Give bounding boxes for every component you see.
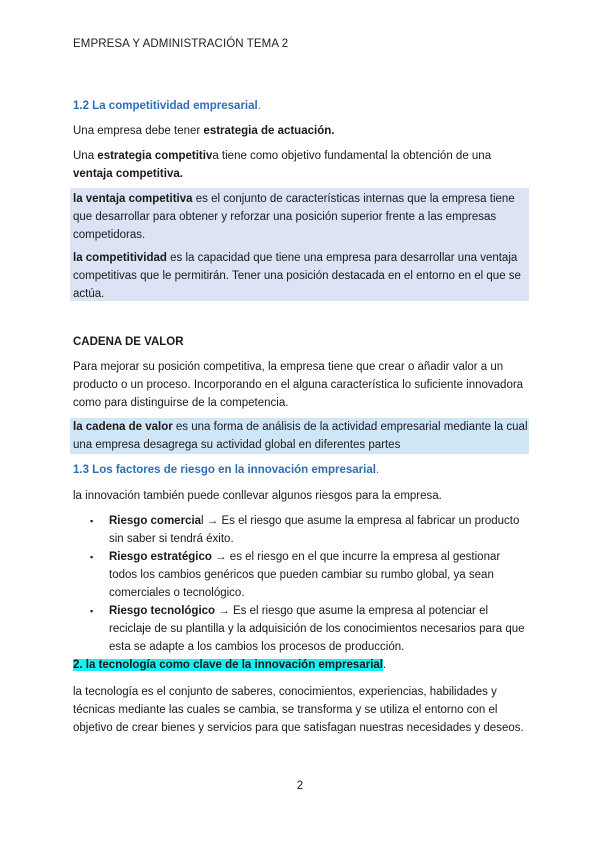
item-text: → es el riesgo en el que incurre la empresa al gestionar todos los cambios genéricos que pueden cambiar su rumbo global, ya sean comerciales o tecnológico. bbox=[109, 551, 501, 599]
heading-dot: . bbox=[257, 100, 261, 112]
section-heading-text: 1.3 Los factores de riesgo en la innovación empresarial bbox=[73, 464, 376, 476]
page-header: EMPRESA Y ADMINISTRACIÓN TEMA 2 bbox=[73, 38, 289, 50]
bold-run: ventaja competitiva. bbox=[73, 168, 183, 180]
definition-text: es el conjunto de características internas que la empresa tiene que desarrollar para obtener y reforzar una posición superior frente a las empresas competidoras. bbox=[73, 193, 515, 241]
text-run: a tiene como objetivo fundamental la obtención de una bbox=[212, 150, 492, 162]
paragraph: la innovación también puede conllevar algunos riesgos para la empresa. bbox=[73, 490, 442, 502]
heading-dot: . bbox=[382, 659, 387, 671]
page-number: 2 bbox=[296, 780, 304, 792]
section-heading-text: 2. la tecnología como clave de la innovación empresarial bbox=[73, 659, 383, 671]
term: la cadena de valor bbox=[73, 421, 173, 433]
list-item bbox=[73, 548, 528, 602]
item-text: → Es el riesgo que asume la empresa al potenciar el reciclaje de su plantilla y la adquisición de los conocimientos necesarios para que esta se adapte a los cambios los procesos de producción. bbox=[109, 605, 525, 653]
text-run: Una empresa debe tener bbox=[73, 125, 204, 137]
definition-competitividad bbox=[73, 249, 528, 303]
paragraph: la tecnología es el conjunto de saberes, conocimientos, experiencias, habilidades y técnicas mediante las cuales se cambia, se transforma y se utiliza el entorno con el objetivo de crear bienes y servicios para que satisfagan nuestras necesidades y deseos. bbox=[73, 686, 524, 734]
definition-ventaja bbox=[73, 190, 528, 244]
section-heading-2 bbox=[73, 656, 528, 674]
risk-list bbox=[73, 512, 528, 656]
bullet-icon: ▪ bbox=[90, 606, 94, 616]
bold-run: estrategia competitiv bbox=[97, 150, 213, 162]
text-run: Una bbox=[73, 150, 98, 162]
paragraph bbox=[73, 147, 528, 183]
term: Riesgo comercia bbox=[109, 515, 202, 527]
heading-dot: . bbox=[375, 464, 380, 476]
term: la ventaja competitiva bbox=[73, 193, 193, 205]
bold-run: estrategia de actuación. bbox=[203, 125, 335, 137]
section-heading-cadena: CADENA DE VALOR bbox=[73, 336, 184, 348]
paragraph: Para mejorar su posición competitiva, la empresa tiene que crear o añadir valor a un producto o un proceso. Incorporando en el alguna característica lo suficiente innovadora como para distinguirse de la competencia. bbox=[73, 361, 524, 409]
term: Riesgo tecnológico bbox=[109, 605, 216, 617]
term: Riesgo estratégico bbox=[109, 551, 212, 563]
definition-cadena bbox=[73, 418, 528, 454]
section-heading-1-3 bbox=[73, 461, 528, 479]
paragraph bbox=[73, 122, 528, 140]
term: la competitividad bbox=[73, 252, 167, 264]
list-item bbox=[73, 512, 528, 548]
list-item bbox=[73, 602, 528, 656]
section-heading-1-2 bbox=[73, 97, 528, 115]
bullet-icon: ▪ bbox=[90, 516, 94, 526]
bullet-icon: ▪ bbox=[90, 552, 94, 562]
definition-text: es una forma de análisis de la actividad empresarial mediante la cual una empresa desagrega su actividad global en diferentes partes bbox=[73, 421, 528, 451]
item-text: l → Es el riesgo que asume la empresa al fabricar un producto sin saber si tendrá éxito. bbox=[109, 515, 520, 545]
section-heading-text: 1.2 La competitividad empresarial bbox=[73, 100, 258, 112]
definition-text: es la capacidad que tiene una empresa para desarrollar una ventaja competitivas que le permitirán. Tener una posición destacada en el entorno en el que se actúa. bbox=[73, 252, 521, 300]
